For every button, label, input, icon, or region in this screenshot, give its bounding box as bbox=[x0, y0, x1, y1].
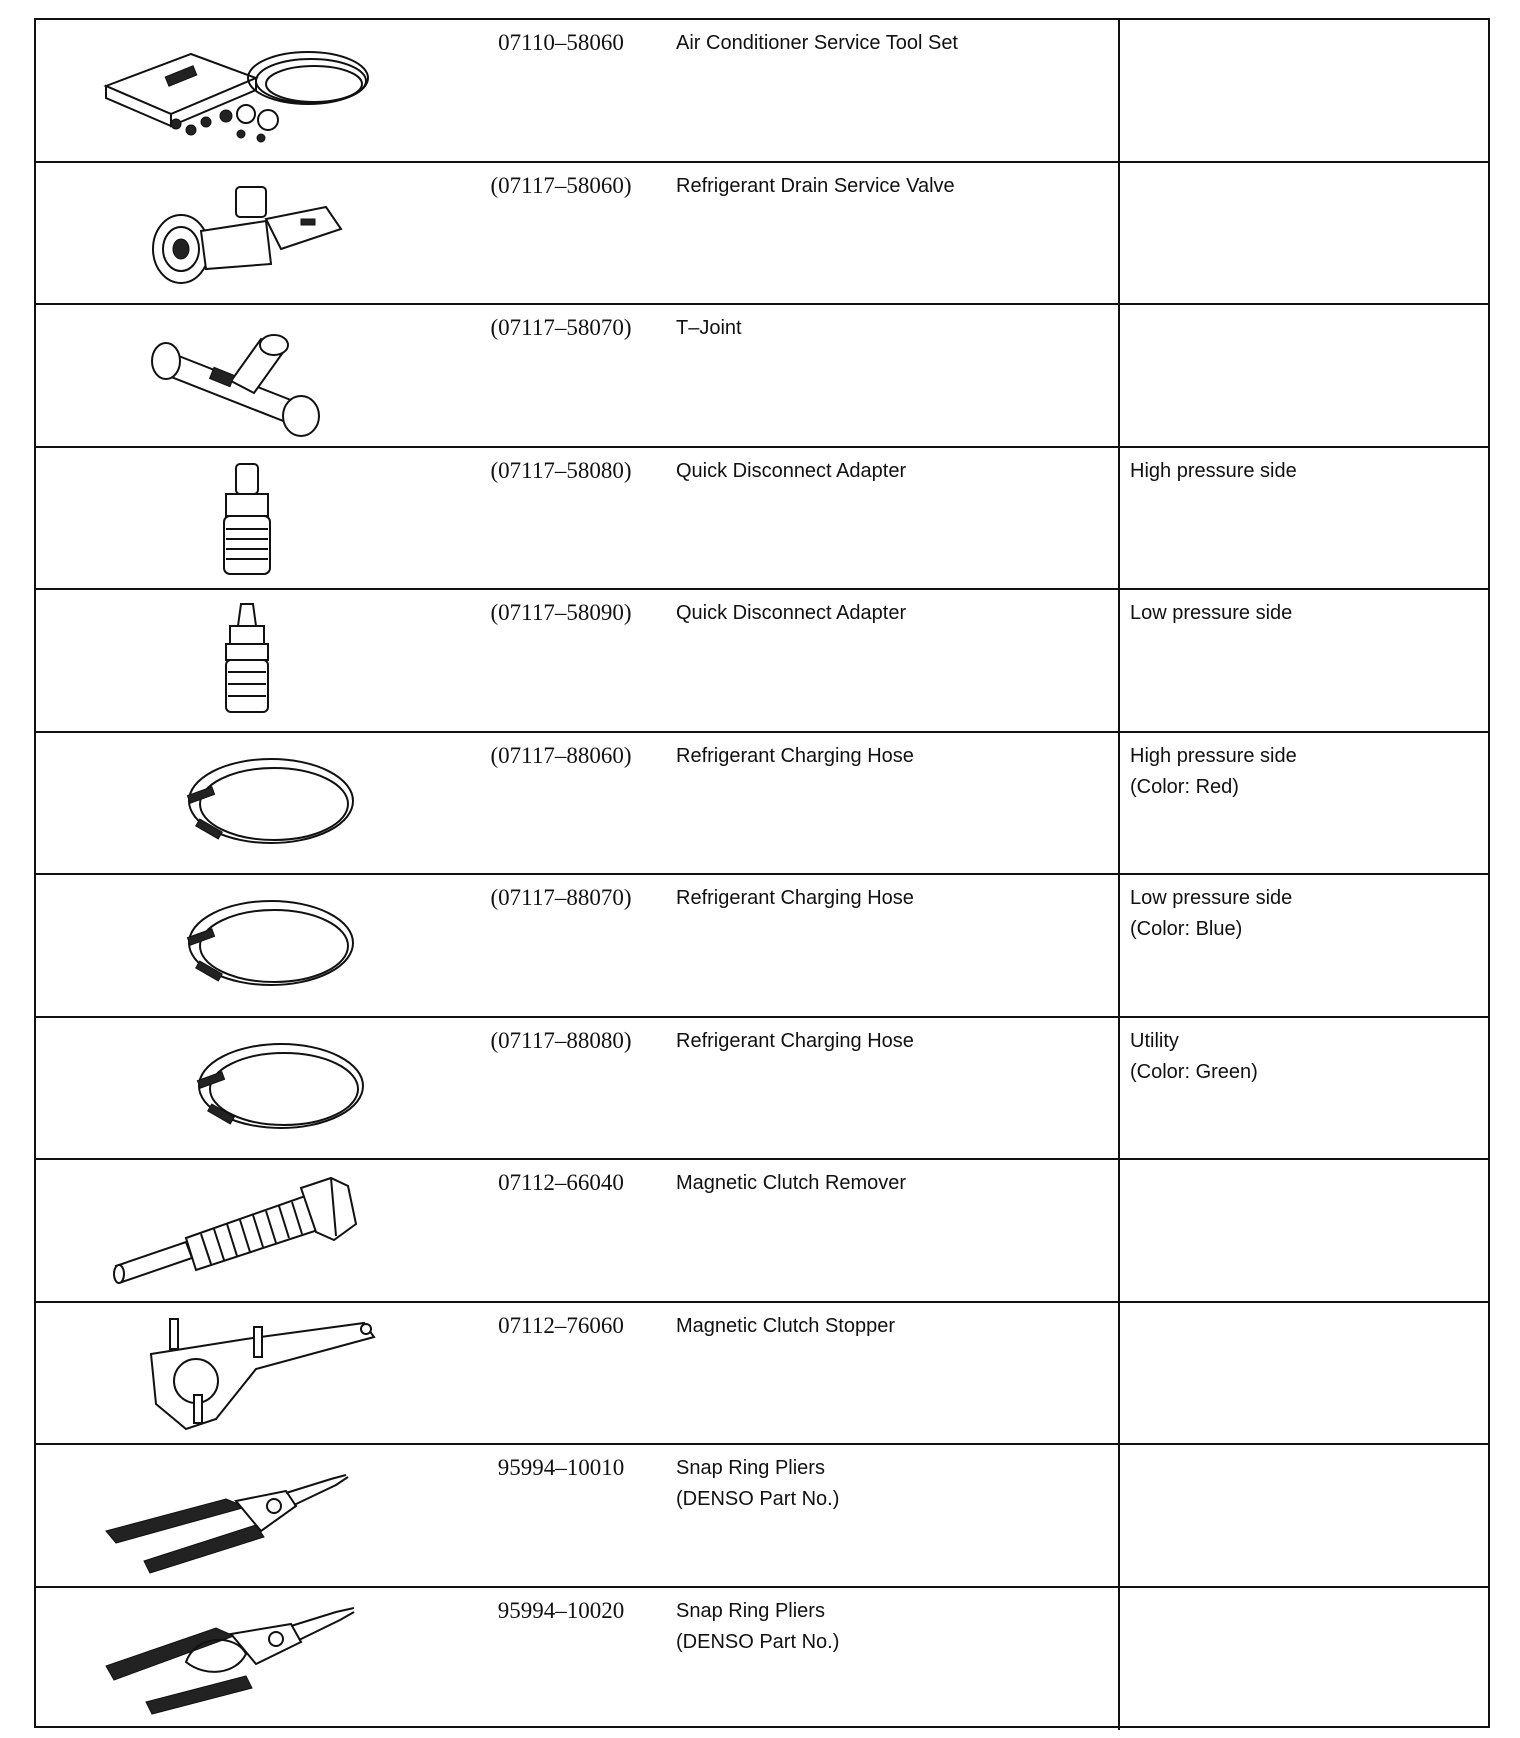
table-row bbox=[36, 163, 1488, 306]
illustration-cell bbox=[36, 305, 456, 446]
illustration-cell bbox=[36, 20, 456, 161]
part-number: 07110–58060 bbox=[498, 30, 624, 55]
tool-name: Refrigerant Charging Hose bbox=[676, 1029, 914, 1052]
remarks-cell: Utility (Color: Green) bbox=[1118, 1018, 1492, 1159]
tool-name: Refrigerant Charging Hose bbox=[676, 887, 914, 909]
part-number: (07117–88070) bbox=[490, 885, 632, 910]
tool-name: Magnetic Clutch Stopper bbox=[676, 1314, 896, 1337]
quick-disconnect-adapter-icon bbox=[96, 596, 396, 726]
table-row bbox=[36, 448, 1488, 591]
part-number: (07117–58060) bbox=[490, 172, 632, 198]
tool-name: T–Joint bbox=[676, 317, 742, 339]
tool-name: Refrigerant Drain Service Valve bbox=[676, 174, 955, 197]
remarks-cell bbox=[1118, 163, 1492, 304]
part-number: 95994–10020 bbox=[497, 1597, 625, 1623]
special-tools-table bbox=[34, 18, 1490, 1728]
remarks-cell: Low pressure side bbox=[1118, 590, 1492, 731]
remarks-cell bbox=[1118, 1445, 1492, 1586]
tool-name: Refrigerant Charging Hose bbox=[676, 744, 914, 767]
remarks-cell bbox=[1118, 1303, 1492, 1444]
remarks-cell: Low pressure side (Color: Blue) bbox=[1118, 875, 1492, 1016]
part-number: (07117–58080) bbox=[490, 457, 632, 483]
illustration-cell bbox=[36, 1588, 456, 1731]
illustration-cell bbox=[36, 163, 456, 304]
magnetic-clutch-remover-icon bbox=[96, 1166, 396, 1296]
illustration-cell bbox=[36, 733, 456, 874]
part-number: 07112–76060 bbox=[498, 1312, 624, 1338]
remarks-cell bbox=[1118, 1160, 1492, 1301]
table-row bbox=[36, 590, 1488, 733]
service-tool-set-icon bbox=[96, 26, 396, 156]
illustration-cell bbox=[36, 1018, 456, 1159]
table-row bbox=[36, 1445, 1488, 1588]
t-joint-icon bbox=[96, 311, 396, 441]
charging-hose-icon bbox=[96, 881, 396, 1011]
table-row bbox=[36, 1160, 1488, 1303]
table-row bbox=[36, 1018, 1488, 1161]
table-row bbox=[36, 305, 1488, 448]
illustration-cell bbox=[36, 448, 456, 589]
part-number: (07117–58070) bbox=[490, 315, 632, 340]
tool-name: Quick Disconnect Adapter bbox=[676, 602, 907, 624]
charging-hose-icon bbox=[96, 739, 396, 869]
remarks-cell bbox=[1118, 20, 1492, 161]
table-row bbox=[36, 1303, 1488, 1446]
tool-name: Air Conditioner Service Tool Set bbox=[676, 32, 958, 54]
table-row bbox=[36, 875, 1488, 1018]
part-number: (07117–88060) bbox=[490, 742, 632, 768]
table-row bbox=[36, 733, 1488, 876]
table-row bbox=[36, 1588, 1488, 1731]
table-row bbox=[36, 20, 1488, 163]
part-number: 07112–66040 bbox=[498, 1170, 624, 1195]
charging-hose-icon bbox=[96, 1024, 396, 1154]
magnetic-clutch-stopper-icon bbox=[96, 1309, 396, 1439]
remarks-cell: High pressure side bbox=[1118, 448, 1492, 589]
quick-disconnect-adapter-icon bbox=[96, 454, 396, 584]
remarks-cell bbox=[1118, 1588, 1492, 1731]
part-number: 95994–10010 bbox=[497, 1455, 625, 1480]
snap-ring-pliers-icon bbox=[96, 1451, 396, 1581]
part-number: (07117–58090) bbox=[490, 600, 632, 625]
drain-service-valve-icon bbox=[96, 169, 396, 299]
illustration-cell bbox=[36, 1445, 456, 1586]
remarks-cell: High pressure side (Color: Red) bbox=[1118, 733, 1492, 874]
illustration-cell bbox=[36, 1303, 456, 1444]
illustration-cell bbox=[36, 590, 456, 731]
tool-name: Snap Ring Pliers (DENSO Part No.) bbox=[676, 1457, 840, 1510]
illustration-cell bbox=[36, 1160, 456, 1301]
snap-ring-pliers-icon bbox=[96, 1594, 396, 1724]
remarks-cell bbox=[1118, 305, 1492, 446]
illustration-cell bbox=[36, 875, 456, 1016]
part-number: (07117–88080) bbox=[490, 1027, 632, 1053]
tool-name: Quick Disconnect Adapter bbox=[676, 459, 907, 482]
tool-name: Snap Ring Pliers (DENSO Part No.) bbox=[676, 1599, 840, 1653]
tool-name: Magnetic Clutch Remover bbox=[676, 1172, 907, 1194]
